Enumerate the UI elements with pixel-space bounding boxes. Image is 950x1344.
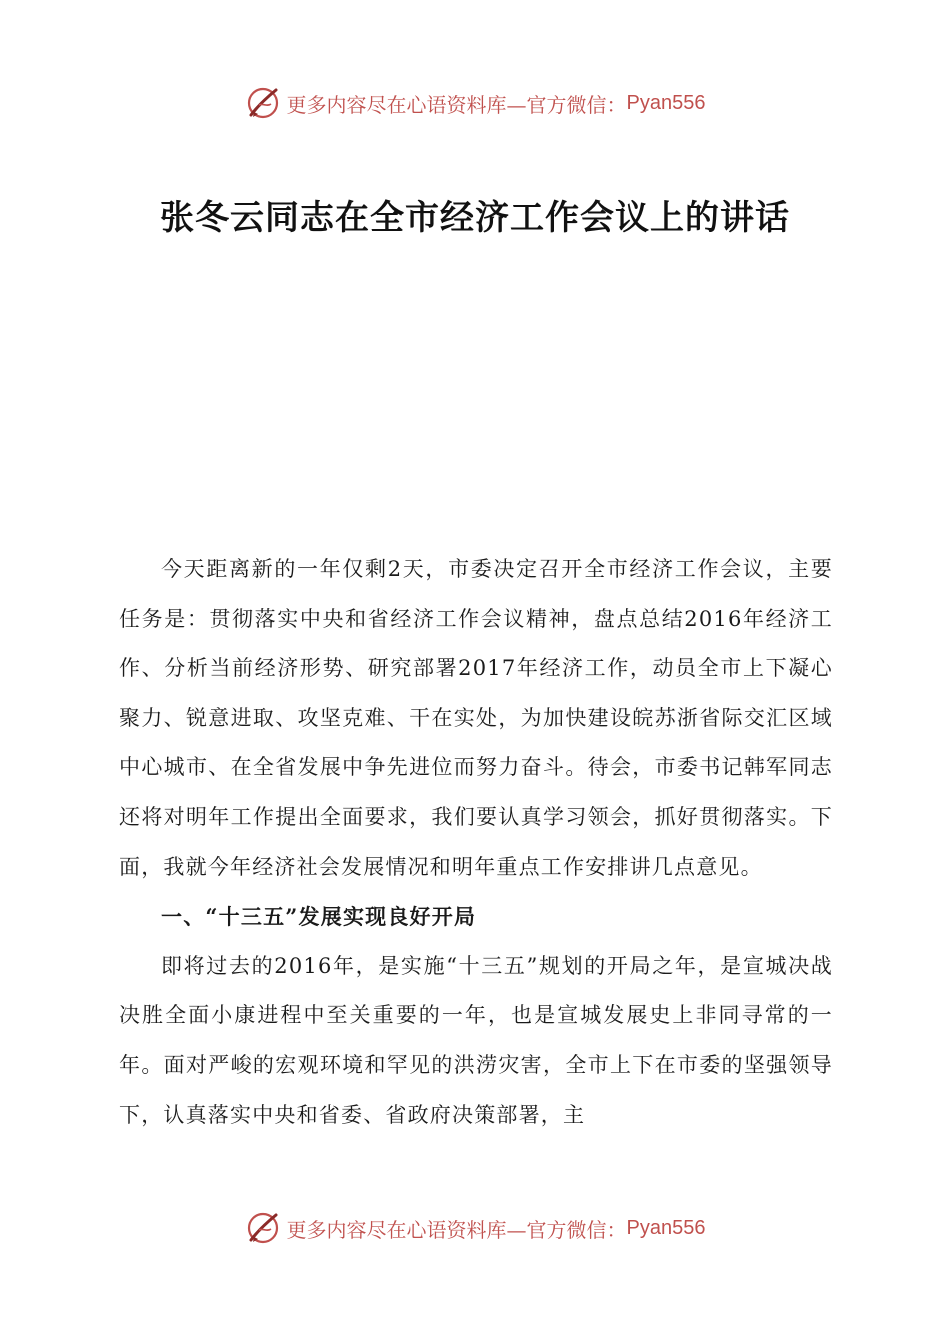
header-banner [0,83,950,123]
pen-circle-logo-icon [245,1210,281,1246]
banner-text: 更多内容尽在心语资料库—官方微信： [286,92,627,117]
footer-banner [0,1208,950,1248]
banner-wechat-id: Pyan556 [626,1216,706,1239]
section-paragraph: 即将过去的2016年，是实施“十三五”规划的开局之年，是宣城决战决胜全面小康进程中至关重要的一年，也是宣城发展史上非同寻常的一年。面对严峻的宏观环境和罕见的洪涝灾害，全市上下在市委的坚强领导下，认真落实中央和省委、省政府决策部署，主 [119,953,833,1127]
document-title: 张冬云同志在全市经济工作会议上的讲话 [160,198,790,238]
intro-paragraph: 今天距离新的一年仅剩2天，市委决定召开全市经济工作会议，主要任务是：贯彻落实中央和省经济工作会议精神，盘点总结2016年经济工作、分析当前经济形势、研究部署2017年经济工作，动员全市上下凝心聚力、锐意进取、攻坚克难、干在实处，为加快建设皖苏浙省际交汇区域中心城市、在全省发展中争先进位而努力奋斗。待会，市委书记韩军同志还将对明年工作提出全面要求，我们要认真学习领会，抓好贯彻落实。下面，我就今年经济社会发展情况和明年重点工作安排讲几点意见。 [119,557,833,879]
section-heading: 一、“十三五”发展实现良好开局 [161,904,477,930]
banner-text: 更多内容尽在心语资料库—官方微信： [286,1217,627,1242]
document-body [119,545,833,1140]
pen-circle-logo-icon [245,85,281,121]
banner-wechat-id: Pyan556 [626,91,706,114]
